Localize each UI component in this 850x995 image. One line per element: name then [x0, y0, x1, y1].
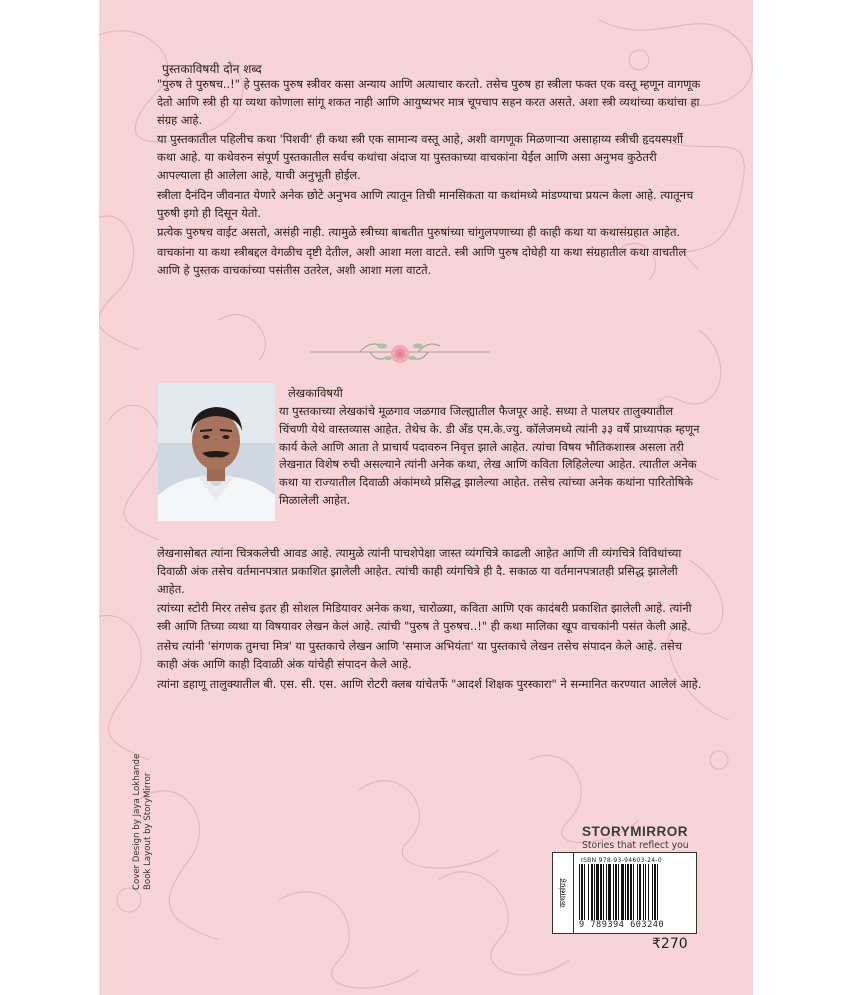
author-paragraph: या पुस्तकाच्या लेखकांचे मूळगाव जळगाव जिल्ह्यातील फैजपूर आहे. सध्या ते पालघर तालुक्यातील चिंचणी येथे वास्तव्यास आहेत. तेथेच के. डी अँड एम.के.ज्यु. कॉलेजमध्ये त्यांनी ३३ वर्षे प्राध्यापक म्हणून कार्य केले आणि आता ते प्राचार्य पदावरुन निवृत्त झाले आहेत. त्यांचा विषय भौतिकशास्त्र असला तरी लेखनात विशेष रुची असल्याने त्यांनी अनेक कथा, लेख आणि कविता लिहिलेल्या आहेत. त्यातील अनेक कथा या राज्यातील दिवाळी अंकांमध्ये प्रसिद्ध झालेल्या आहेत. तसेच त्यांच्या अनेक कथांना पारितोषिके मिळालेली आहेत.	[279, 404, 700, 507]
author-photo	[158, 383, 275, 521]
book-layout-credit: Book Layout by StoryMirror	[143, 772, 153, 890]
barcode-bars-icon	[577, 864, 692, 920]
publisher-logo: STORYMIRROR	[582, 824, 689, 839]
foreword-title: पुस्तकाविषयी दोन शब्द	[162, 62, 262, 76]
isbn-digits: 9 789394 603240	[579, 920, 665, 930]
author-paragraph: लेखनासोबत त्यांना चित्रकलेची आवड आहे. त्यामुळे त्यांनी पाचशेपेक्षा जास्त व्यंगचित्रे काढली आहेत आणि ती व्यंगचित्रे विविधांच्या दिवाळी अंक तसेच वर्तमानपत्रात प्रकाशित झालेली आहेत. त्यांची काही व्यंगचित्रे ही दै. सकाळ या वर्तमानपत्रातही प्रसिद्ध झालेली आहेत.	[157, 546, 682, 596]
cover-design-credit: Cover Design by Jaya Lokhande	[132, 753, 142, 890]
price: ₹270	[652, 936, 688, 952]
category-label	[553, 853, 574, 933]
author-section-title: लेखकाविषयी	[288, 386, 343, 400]
foreword-paragraph: स्त्रीला दैनंदिन जीवनात येणारे अनेक छोटे अनुभव आणि त्यातून तिची मानसिकता या कथांमध्ये मांडण्याचा प्रयत्न केला आहे. त्यातूनच पुरुषी इगो ही दिसून येतो.	[157, 187, 694, 220]
foreword-paragraph: वाचकांना या कथा स्त्रीबद्दल वेगळीच दृष्टी देतील, अशी आशा मला वाटते. स्त्री आणि पुरुष दोघेही या कथा संग्रहातील कथा वाचतील आणि हे पुस्तक वाचकांच्या पसंतीस उतरेल, अशी आशा मला वाटते.	[157, 245, 687, 277]
isbn-barcode	[552, 852, 697, 934]
author-bio	[157, 545, 705, 695]
cover-credits	[132, 754, 154, 890]
category-text: कथासंग्रह	[558, 878, 569, 908]
author-paragraph: त्यांना डहाणू तालुक्यातील बी. एस. सी. एस. आणि रोटरी क्लब यांचेतर्फे "आदर्श शिक्षक पुरस्कारा" ने सन्मानित करण्यात आलेलं आहे.	[157, 676, 702, 691]
author-paragraph: तसेच त्यांनी 'संगणक तुमचा मित्र' या पुस्तकाचे लेखन आणि 'समाज अभियंता' या पुस्तकाचे लेखन तसेच संपादन केले आहे. तसेच काही अंक आणि काही दिवाळी अंक यांचेही संपादन केले आहे.	[157, 638, 682, 671]
author-bio-side	[279, 403, 705, 510]
foreword-paragraph: या पुस्तकातील पहिलीच कथा 'पिशवी' ही कथा स्त्री एक सामान्य वस्तू आहे, अशी वागणूक मिळणाऱ्या असाहाय्य स्त्रीची हृदयस्पर्शी कथा आहे. या कथेवरुन संपूर्ण पुस्तकातील सर्वच कथांचा अंदाज या पुस्तकाच्या वाचकांना येईल आणि असा अनुभव कुठेतरी आपल्याला ही आलेला आहे, याची अनुभूती होईल.	[157, 132, 683, 182]
floral-ornament-icon	[300, 330, 500, 380]
foreword-paragraph: प्रत्येक पुरुषच वाईट असतो, असंही नाही. त्यामुळे स्त्रीच्या बाबतीत पुरुषांच्या चांगुलपणाच्या ही काही कथा या कथासंग्रहात आहेत.	[157, 225, 681, 240]
isbn-label: ISBN 978-93-94603-24-0	[581, 857, 662, 864]
foreword-body	[157, 76, 702, 282]
author-paragraph: त्यांच्या स्टोरी मिरर तसेच इतर ही सोशल मिडियावर अनेक कथा, चारोळ्या, कविता आणि एक कादंबरी प्रकाशित झालेली आहे. त्यांनी स्त्री आणि तिच्या व्यथा या विषयावर लेखन केलं आहे. त्यांची "पुरुष ते पुरुषच..!" ही कथा मालिका खूप वाचकांनी पसंत केली आहे.	[157, 601, 692, 634]
publisher-tagline: Stories that reflect you	[582, 840, 689, 851]
foreword-paragraph: "पुरुष ते पुरुषच..!" हे पुस्तक पुरुष स्त्रीवर कसा अन्याय आणि अत्याचार करतो. तसेच पुरुष हा स्त्रीला फक्त एक वस्तू म्हणून वागणूक देतो आणि स्त्री ही या व्यथा कोणाला सांगू शकत नाही आणि आयुष्यभर मात्र चूपचाप सहन करत असते. अशा स्त्री व्यथांच्या कथांचा हा संग्रह आहे.	[157, 77, 701, 127]
